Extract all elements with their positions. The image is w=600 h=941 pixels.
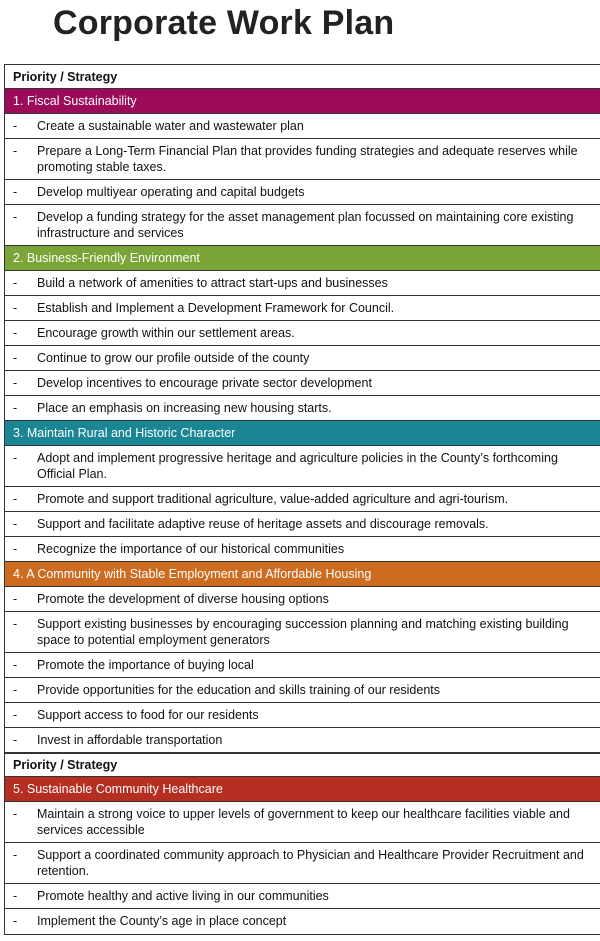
strategy-text: Create a sustainable water and wastewater plan	[37, 119, 304, 133]
strategy-row	[5, 371, 600, 396]
bullet-dash: -	[13, 376, 18, 390]
bullet-dash: -	[13, 617, 18, 631]
table-header: Priority / Strategy	[5, 65, 600, 89]
strategy-text: Place an emphasis on increasing new housing starts.	[37, 401, 332, 415]
bullet-dash: -	[13, 592, 18, 606]
priority-fiscal-sustainability: 1. Fiscal Sustainability	[5, 89, 600, 114]
strategy-text: Recognize the importance of our historical communities	[37, 542, 345, 556]
strategy-text: Implement the County’s age in place concept	[37, 914, 287, 928]
strategy-row	[5, 612, 600, 653]
strategy-row	[5, 512, 600, 537]
strategy-row	[5, 537, 600, 562]
strategy-text: Support and facilitate adaptive reuse of heritage assets and discourage removals.	[37, 517, 489, 531]
strategy-row	[5, 346, 600, 371]
strategy-row	[5, 446, 600, 487]
strategy-text: Prepare a Long-Term Financial Plan that provides funding strategies and adequate reserves while promoting stable taxes.	[37, 144, 578, 174]
strategy-text: Adopt and implement progressive heritage and agriculture policies in the County’s forthcoming Official Plan.	[37, 451, 558, 481]
bullet-dash: -	[13, 914, 18, 928]
strategy-row	[5, 271, 600, 296]
strategy-text: Support access to food for our residents	[37, 708, 259, 722]
table-header: Priority / Strategy	[5, 753, 600, 777]
strategy-row	[5, 843, 600, 884]
strategy-row	[5, 884, 600, 909]
strategy-text: Promote and support traditional agriculture, value-added agriculture and agri-tourism.	[37, 492, 509, 506]
strategy-row	[5, 321, 600, 346]
bullet-dash: -	[13, 492, 18, 506]
strategy-text: Continue to grow our profile outside of the county	[37, 351, 310, 365]
strategy-text: Promote the importance of buying local	[37, 658, 254, 672]
strategy-row	[5, 703, 600, 728]
bullet-dash: -	[13, 708, 18, 722]
bullet-dash: -	[13, 185, 18, 199]
bullet-dash: -	[13, 210, 18, 224]
bullet-dash: -	[13, 658, 18, 672]
strategy-text: Provide opportunities for the education and skills training of our residents	[37, 683, 441, 697]
strategy-row	[5, 802, 600, 843]
strategy-row	[5, 678, 600, 703]
strategy-row	[5, 396, 600, 421]
bullet-dash: -	[13, 848, 18, 862]
priority-employment-housing: 4. A Community with Stable Employment and Affordable Housing	[5, 562, 600, 587]
strategy-row	[5, 180, 600, 205]
strategy-text: Promote the development of diverse housing options	[37, 592, 329, 606]
strategy-text: Develop multiyear operating and capital budgets	[37, 185, 305, 199]
strategy-row	[5, 587, 600, 612]
strategy-row	[5, 296, 600, 321]
work-plan-table-continued	[4, 752, 600, 935]
priority-rural-historic-character: 3. Maintain Rural and Historic Character	[5, 421, 600, 446]
strategy-row	[5, 205, 600, 246]
strategy-text: Develop a funding strategy for the asset management plan focussed on maintaining core existing infrastructure and services	[37, 210, 574, 240]
work-plan-table	[4, 64, 600, 754]
bullet-dash: -	[13, 807, 18, 821]
strategy-text: Maintain a strong voice to upper levels of government to keep our healthcare facilities viable and services accessible	[37, 807, 570, 837]
bullet-dash: -	[13, 542, 18, 556]
bullet-dash: -	[13, 451, 18, 465]
page-title: Corporate Work Plan	[53, 4, 395, 42]
bullet-dash: -	[13, 276, 18, 290]
strategy-text: Establish and Implement a Development Framework for Council.	[37, 301, 395, 315]
strategy-row	[5, 728, 600, 753]
strategy-text: Invest in affordable transportation	[37, 733, 223, 747]
strategy-text: Build a network of amenities to attract start-ups and businesses	[37, 276, 388, 290]
priority-community-healthcare: 5. Sustainable Community Healthcare	[5, 777, 600, 802]
bullet-dash: -	[13, 401, 18, 415]
bullet-dash: -	[13, 301, 18, 315]
bullet-dash: -	[13, 326, 18, 340]
strategy-text: Promote healthy and active living in our communities	[37, 889, 329, 903]
strategy-row	[5, 653, 600, 678]
bullet-dash: -	[13, 733, 18, 747]
strategy-text: Support existing businesses by encouraging succession planning and matching existing building space to potential employment generators	[37, 617, 569, 647]
bullet-dash: -	[13, 119, 18, 133]
strategy-row	[5, 114, 600, 139]
strategy-text: Develop incentives to encourage private sector development	[37, 376, 372, 390]
priority-business-friendly-environment: 2. Business-Friendly Environment	[5, 246, 600, 271]
bullet-dash: -	[13, 889, 18, 903]
bullet-dash: -	[13, 144, 18, 158]
bullet-dash: -	[13, 351, 18, 365]
strategy-text: Encourage growth within our settlement areas.	[37, 326, 295, 340]
strategy-row	[5, 487, 600, 512]
bullet-dash: -	[13, 683, 18, 697]
strategy-row	[5, 909, 600, 934]
strategy-text: Support a coordinated community approach to Physician and Healthcare Provider Recruitment and retention.	[37, 848, 584, 878]
strategy-row	[5, 139, 600, 180]
bullet-dash: -	[13, 517, 18, 531]
